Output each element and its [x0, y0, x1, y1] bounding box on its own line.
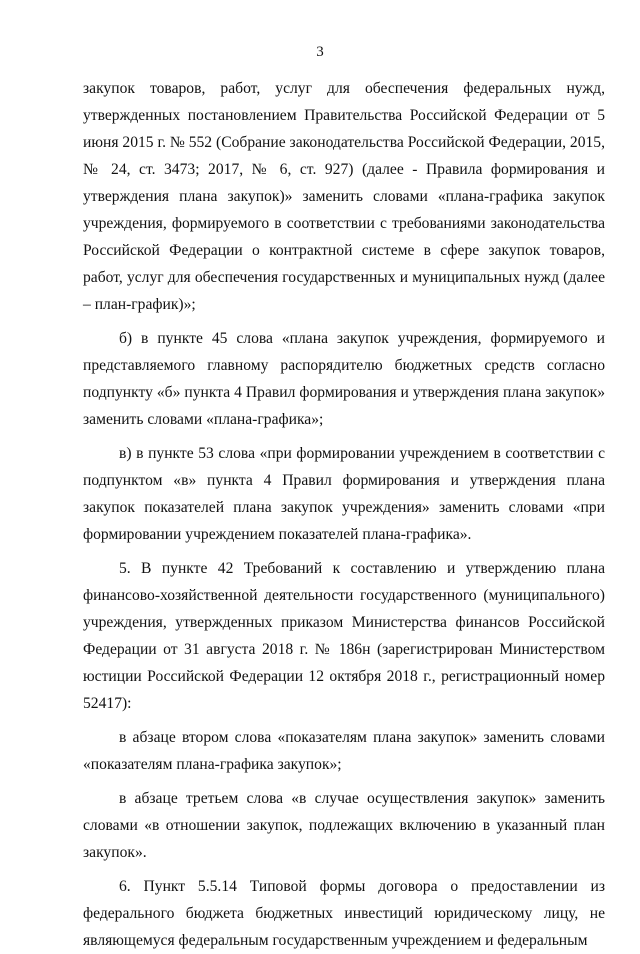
paragraph-point-5: 5. В пункте 42 Требований к составлению и утверждению плана финансово-хозяйственной деятельности государственного (муниципального) учреждения, утвержденных приказом Министерства финансов Российской Федерации от 31 августа 2018 г. № 186н (зарегистрирован Министерством юстиции Российской Федерации 12 октября 2018 г., регистрационный номер 52417): [83, 560, 605, 712]
page-number: 3 [316, 44, 324, 60]
document-body [83, 75, 605, 954]
paragraph-point-6: 6. Пункт 5.5.14 Типовой формы договора о предоставлении из федерального бюджета бюджетных инвестиций юридическому лицу, не являющемуся федеральным государственным учреждением и федеральным [83, 878, 605, 949]
paragraph-abzats-second: в абзаце втором слова «показателям плана закупок» заменить словами «показателям плана-графика закупок»; [83, 729, 605, 773]
paragraph-abzats-third: в абзаце третьем слова «в случае осуществления закупок» заменить словами «в отношении закупок, подлежащих включению в указанный план закупок». [83, 790, 605, 861]
paragraph-item-b: б) в пункте 45 слова «плана закупок учреждения, формируемого и представляемого главному распорядителю бюджетных средств согласно подпункту «б» пункта 4 Правил формирования и утверждения плана закупок» заменить словами «плана-графика»; [83, 330, 605, 428]
paragraph-item-v: в) в пункте 53 слова «при формировании учреждением в соответствии с подпунктом «в» пункта 4 Правил формирования и утверждения плана закупок показателей плана закупок учреждения» заменить словами «при формировании учреждением показателей плана-графика». [83, 445, 605, 543]
paragraph-continuation: закупок товаров, работ, услуг для обеспечения федеральных нужд, утвержденных постановлением Правительства Российской Федерации от 5 июня 2015 г. № 552 (Собрание законодательства Российской Федерации, 2015, № 24, ст. 3473; 2017, № 6, ст. 927) (далее - Правила формирования и утверждения плана закупок)» заменить словами «плана-графика закупок учреждения, формируемого в соответствии с требованиями законодательства Российской Федерации о контрактной системе в сфере закупок товаров, работ, услуг для обеспечения государственных и муниципальных нужд (далее – план-график)»; [83, 80, 605, 313]
